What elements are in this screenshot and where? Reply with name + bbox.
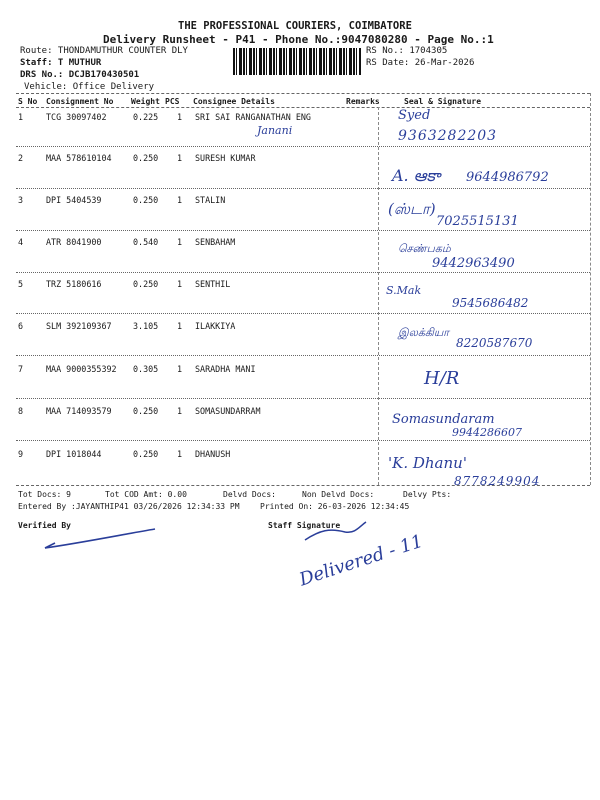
row-sno: 1 (18, 112, 24, 122)
row-sno: 3 (18, 195, 24, 205)
row-pcs: 1 (177, 406, 183, 416)
row-pcs: 1 (177, 153, 183, 163)
handwritten-note: Janani (257, 124, 293, 137)
row-weight: 0.250 (133, 406, 159, 416)
printed-on: Printed On: 26-03-2026 12:34:45 (260, 502, 410, 511)
entered-by: Entered By :JAYANTHIP41 03/26/2026 12:34:33 PM (18, 502, 240, 511)
rs-number: RS No.: 1704305 (366, 46, 448, 56)
drs-number: DRS No.: DCJB170430501 (20, 70, 140, 80)
row-weight: 0.305 (133, 364, 159, 374)
signature-phone: 9944286607 (452, 426, 522, 439)
row-weight: 0.250 (133, 195, 159, 205)
staff-signature-label: Staff Signature (268, 521, 341, 530)
total-cod-amount: Tot COD Amt: 0.00 (105, 490, 187, 499)
row-consignee: SARADHA MANI (195, 364, 256, 374)
row-consignee: SRI SAI RANGANATHAN ENG (195, 112, 311, 122)
row-weight: 0.250 (133, 279, 159, 289)
row-consignment: MAA 578610104 (46, 153, 112, 163)
signature-phone: 9644986792 (466, 170, 549, 185)
col-weight: Weight (131, 97, 160, 106)
row-pcs: 1 (177, 195, 183, 205)
signature-phone: 9442963490 (432, 256, 515, 271)
signature: Somasundaram (392, 412, 495, 427)
company-name: THE PROFESSIONAL COURIERS, COIMBATORE (178, 20, 412, 32)
verified-signature-stroke (40, 525, 160, 555)
route-label: Route: THONDAMUTHUR COUNTER DLY (20, 46, 188, 56)
row-sno: 2 (18, 153, 24, 163)
row-weight: 0.250 (133, 153, 159, 163)
row-consignment: ATR 8041900 (46, 237, 102, 247)
row-consignment: MAA 9000355392 (46, 364, 117, 374)
delivered-note: Delivered - 11 (296, 530, 426, 591)
signature: Syed (398, 108, 431, 123)
row-sno: 7 (18, 364, 24, 374)
col-seal-signature: Seal & Signature (404, 97, 482, 106)
row-weight: 0.225 (133, 112, 159, 122)
row-consignment: SLM 392109367 (46, 321, 112, 331)
signature: 'K. Dhanu' (388, 454, 467, 472)
signature-phone: 8778249904 (454, 474, 541, 488)
col-pcs: PCS (165, 97, 180, 106)
signature: (ஸ்டா) (388, 200, 436, 218)
row-consignment: MAA 714093579 (46, 406, 112, 416)
row-pcs: 1 (177, 364, 183, 374)
signature: H/R (424, 368, 460, 389)
row-pcs: 1 (177, 237, 183, 247)
row-pcs: 1 (177, 112, 183, 122)
signature-phone: 9545686482 (452, 296, 529, 310)
signature: செண்பகம் (398, 242, 451, 255)
row-weight: 0.540 (133, 237, 159, 247)
row-sno: 4 (18, 237, 24, 247)
col-consignee: Consignee Details (193, 97, 275, 106)
delivery-points: Delvy Pts: (403, 490, 452, 499)
row-consignment: DPI 5404539 (46, 195, 102, 205)
col-remarks: Remarks (346, 97, 380, 106)
signature-phone: 8220587670 (456, 336, 533, 350)
row-sno: 5 (18, 279, 24, 289)
vehicle-label: Vehicle: Office Delivery (24, 82, 155, 92)
row-sno: 8 (18, 406, 24, 416)
row-consignee: ILAKKIYA (195, 321, 236, 331)
row-consignee: SENBAHAM (195, 237, 236, 247)
signature: A. ఆకా (392, 166, 441, 185)
col-consignment: Consignment No (46, 97, 114, 106)
row-pcs: 1 (177, 449, 183, 459)
row-weight: 3.105 (133, 321, 159, 331)
row-consignee: DHANUSH (195, 449, 231, 459)
row-consignee: SENTHIL (195, 279, 231, 289)
row-pcs: 1 (177, 279, 183, 289)
signature-phone: 9363282203 (398, 128, 498, 144)
signature: S.Mak (386, 284, 422, 297)
row-sno: 6 (18, 321, 24, 331)
non-delivered-docs: Non Delvd Docs: (302, 490, 375, 499)
verified-by-label: Verified By (18, 521, 71, 530)
row-pcs: 1 (177, 321, 183, 331)
col-sno: S No (18, 97, 38, 106)
signature: இலக்கியா (398, 326, 450, 339)
row-consignee: STALIN (195, 195, 226, 205)
total-docs: Tot Docs: 9 (18, 490, 71, 499)
staff-signature-stroke (300, 518, 370, 546)
delivered-docs: Delvd Docs: (223, 490, 276, 499)
row-consignee: SOMASUNDARRAM (195, 406, 261, 416)
barcode (233, 48, 361, 75)
row-weight: 0.250 (133, 449, 159, 459)
row-consignment: DPI 1018044 (46, 449, 102, 459)
row-consignment: TCG 30097402 (46, 112, 107, 122)
row-consignment: TRZ 5180616 (46, 279, 102, 289)
row-consignee: SURESH KUMAR (195, 153, 256, 163)
rs-date: RS Date: 26-Mar-2026 (366, 58, 475, 68)
runsheet-title: Delivery Runsheet - P41 - Phone No.:9047080280 - Page No.:1 (103, 33, 494, 46)
staff-label: Staff: T MUTHUR (20, 58, 102, 68)
signature-phone: 7025515131 (436, 214, 519, 229)
row-sno: 9 (18, 449, 24, 459)
